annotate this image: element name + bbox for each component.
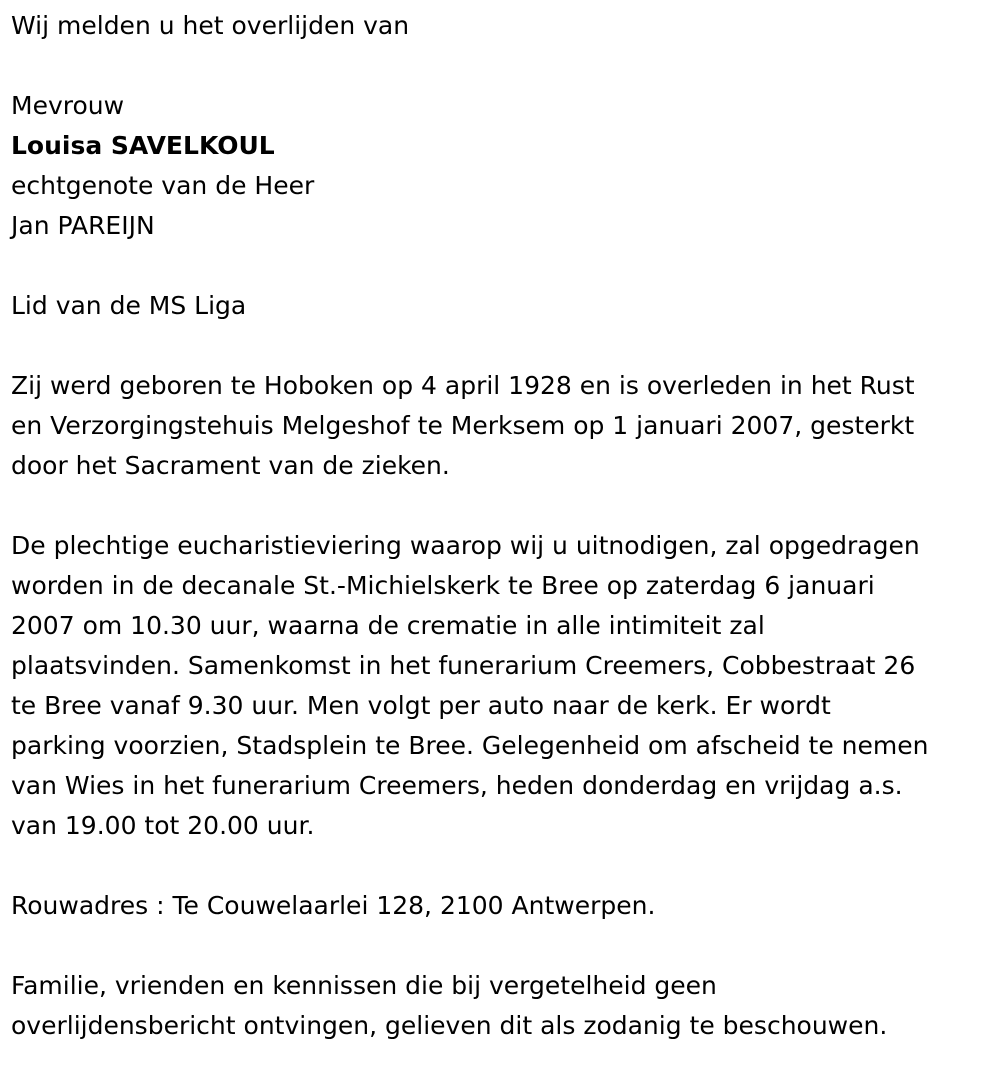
paragraph-line: en Verzorgingstehuis Melgeshof te Merksem op 1 januari 2007, gesterkt <box>11 411 915 440</box>
paragraph-line: te Bree vanaf 9.30 uur. Men volgt per auto naar de kerk. Er wordt <box>11 691 831 720</box>
deceased-title: Mevrouw <box>11 91 125 120</box>
paragraph-line: parking voorzien, Stadsplein te Bree. Gelegenheid om afscheid te nemen <box>11 731 929 760</box>
birth-death-paragraph <box>11 366 991 486</box>
mourning-address: Rouwadres : Te Couwelaarlei 128, 2100 Antwerpen. <box>11 891 656 920</box>
spacer <box>11 846 991 886</box>
paragraph-line: plaatsvinden. Samenkomst in het funerarium Creemers, Cobbestraat 26 <box>11 651 916 680</box>
spacer <box>11 246 991 286</box>
paragraph-line: 2007 om 10.30 uur, waarna de crematie in alle intimiteit zal <box>11 611 765 640</box>
paragraph-line: van 19.00 tot 20.00 uur. <box>11 811 315 840</box>
spacer <box>11 926 991 966</box>
spacer <box>11 486 991 526</box>
closing-paragraph <box>11 966 991 1046</box>
relation-text: echtgenote van de Heer <box>11 171 315 200</box>
death-announcement <box>11 6 991 1046</box>
paragraph-line: Zij werd geboren te Hoboken op 4 april 1928 en is overleden in het Rust <box>11 371 915 400</box>
intro-text: Wij melden u het overlijden van <box>11 11 410 40</box>
paragraph-line: overlijdensbericht ontvingen, gelieven dit als zodanig te beschouwen. <box>11 1011 888 1040</box>
paragraph-line: worden in de decanale St.-Michielskerk te Bree op zaterdag 6 januari <box>11 571 875 600</box>
membership-text: Lid van de MS Liga <box>11 291 247 320</box>
spouse-name: Jan PAREIJN <box>11 211 155 240</box>
spacer <box>11 46 991 86</box>
paragraph-line: Familie, vrienden en kennissen die bij vergetelheid geen <box>11 971 717 1000</box>
spacer <box>11 326 991 366</box>
deceased-name: Louisa SAVELKOUL <box>11 131 275 160</box>
ceremony-paragraph <box>11 526 991 846</box>
paragraph-line: van Wies in het funerarium Creemers, heden donderdag en vrijdag a.s. <box>11 771 903 800</box>
paragraph-line: door het Sacrament van de zieken. <box>11 451 450 480</box>
paragraph-line: De plechtige eucharistieviering waarop wij u uitnodigen, zal opgedragen <box>11 531 920 560</box>
